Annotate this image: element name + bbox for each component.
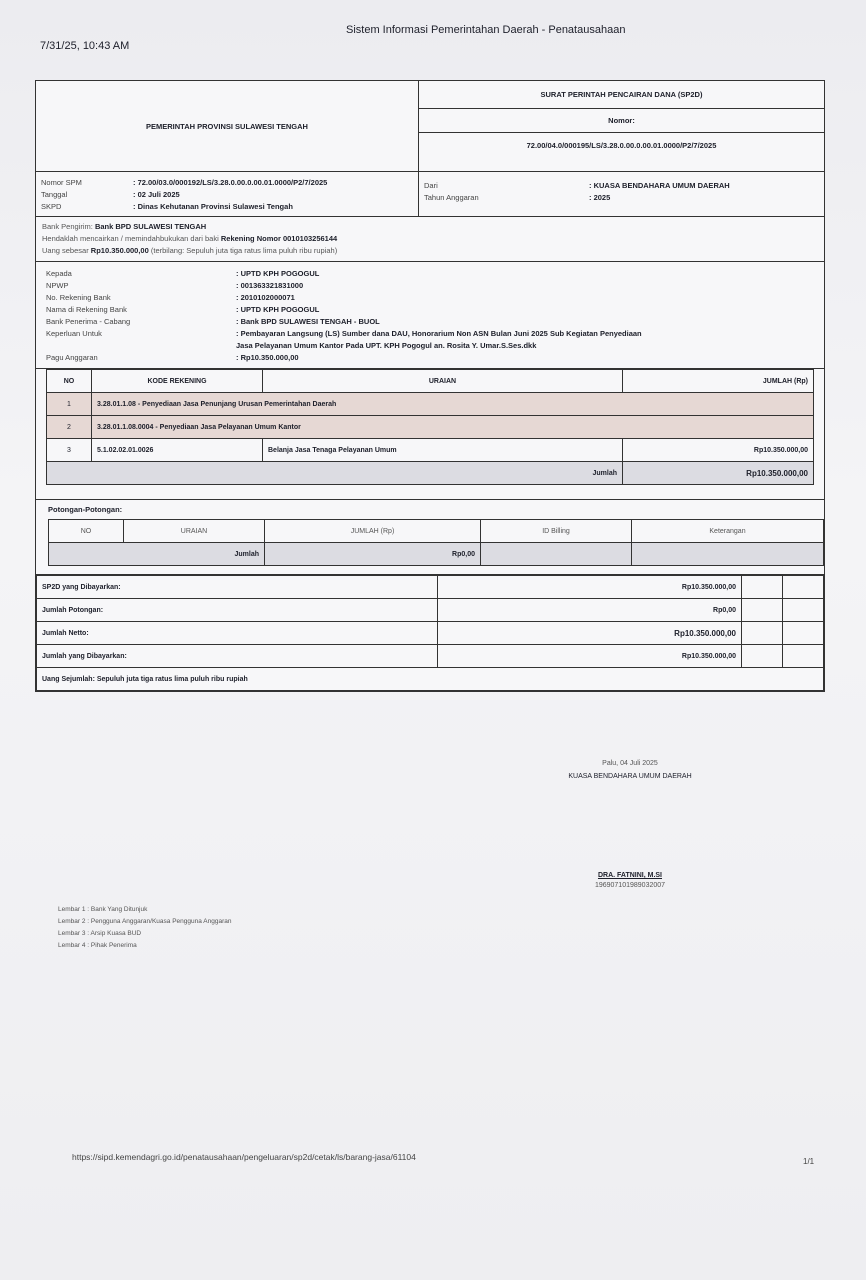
- uang-prefix: Uang sebesar: [42, 246, 89, 255]
- nomor-value: 72.00/04.0/000195/LS/3.28.0.00.0.00.01.0000/P2/7/2025: [526, 141, 717, 150]
- bank-pengirim-row: [36, 217, 824, 262]
- row-kode: 3.28.01.1.08 - Penyediaan Jasa Penunjang Urusan Pemerintahan Daerah: [92, 393, 814, 416]
- row-uraian: Belanja Jasa Tenaga Pelayanan Umum: [263, 439, 623, 462]
- print-datetime: 7/31/25, 10:43 AM: [40, 40, 130, 52]
- potongan-total-row: [49, 543, 824, 566]
- bank-pengirim-prefix: Bank Pengirim:: [42, 222, 93, 231]
- header-row: [36, 81, 824, 172]
- title-block: [419, 81, 824, 171]
- summary-label: SP2D yang Dibayarkan:: [37, 576, 438, 599]
- rekening-total-row: [47, 462, 814, 485]
- lembar-item: Lembar 4 : Pihak Penerima: [58, 942, 137, 949]
- potongan-total-value: Rp0,00: [265, 543, 481, 566]
- table-row: [47, 393, 814, 416]
- footer-url: https://sipd.kemendagri.go.id/penatausahaan/pengeluaran/sp2d/cetak/ls/barang-jasa/61104: [72, 1152, 416, 1162]
- norek-label: No. Rekening Bank: [46, 293, 111, 302]
- footer-page-number: 1/1: [803, 1157, 815, 1166]
- sign-place-date: Palu, 04 Juli 2025: [602, 760, 658, 767]
- rekening-table: [46, 369, 814, 485]
- tanggal-label: Tanggal: [41, 190, 68, 199]
- dari-label: Dari: [424, 181, 438, 190]
- potongan-header: [49, 520, 824, 543]
- summary-value: Rp10.350.000,00: [438, 576, 742, 599]
- keperluan-value-1: : Pembayaran Langsung (LS) Sumber dana DAU, Honorarium Non ASN Bulan Juni 2025 Sub Kegiatan Penyediaan: [236, 329, 642, 338]
- row-jumlah: Rp10.350.000,00: [623, 439, 814, 462]
- issuer-name: PEMERINTAH PROVINSI SULAWESI TENGAH: [36, 81, 419, 171]
- recipient-row: [36, 262, 824, 369]
- tahun-value: : 2025: [589, 193, 611, 202]
- tanggal-value: : 02 Juli 2025: [133, 190, 180, 199]
- norek-value: : 2010102000071: [236, 293, 295, 302]
- row-no: 2: [47, 416, 92, 439]
- rekening-total-value: Rp10.350.000,00: [623, 462, 814, 485]
- npwp-label: NPWP: [46, 281, 69, 290]
- summary-value: Rp10.350.000,00: [438, 622, 742, 645]
- rekening-table-wrap: [36, 369, 824, 500]
- rekening-label: Rekening Nomor 0010103256144: [220, 234, 338, 243]
- row-kode: 3.28.01.1.08.0004 - Penyediaan Jasa Pelayanan Umum Kantor: [92, 416, 814, 439]
- row-kode: 5.1.02.02.01.0026: [92, 439, 263, 462]
- potongan-table: [48, 519, 824, 566]
- rekening-total-label: Jumlah: [47, 462, 623, 485]
- table-row: [47, 416, 814, 439]
- pot-col-uraian: URAIAN: [124, 520, 265, 543]
- skpd-label: SKPD: [41, 202, 62, 211]
- sp2d-document: [35, 80, 825, 692]
- summary-row: [37, 645, 824, 668]
- nama-rek-value: : UPTD KPH POGOGUL: [236, 305, 320, 314]
- summary-row: [37, 599, 824, 622]
- print-header-title: Sistem Informasi Pemerintahan Daerah - Penatausahaan: [346, 24, 626, 36]
- pot-col-no: NO: [49, 520, 124, 543]
- row-no: 3: [47, 439, 92, 462]
- dari-value: : KUASA BENDAHARA UMUM DAERAH: [589, 181, 730, 190]
- document-title: SURAT PERINTAH PENCAIRAN DANA (SP2D): [419, 81, 824, 109]
- summary-label: Jumlah Potongan:: [37, 599, 438, 622]
- spm-info-row: [36, 172, 824, 217]
- keperluan-label: Keperluan Untuk: [46, 329, 102, 338]
- npwp-value: : 001363321831000: [236, 281, 304, 290]
- summary-value: Rp10.350.000,00: [438, 645, 742, 668]
- spm-info-right: [419, 172, 824, 216]
- bank-pengirim-block: [36, 217, 824, 261]
- row-no: 1: [47, 393, 92, 416]
- nama-rek-label: Nama di Rekening Bank: [46, 305, 127, 314]
- spm-label: Nomor SPM: [41, 178, 82, 187]
- sign-name: DRA. FATNINI, M.SI: [597, 872, 663, 879]
- sign-role: KUASA BENDAHARA UMUM DAERAH: [568, 773, 692, 780]
- summary-row: [37, 576, 824, 599]
- kepada-label: Kepada: [46, 269, 72, 278]
- kepada-value: : UPTD KPH POGOGUL: [236, 269, 320, 278]
- summary-row: [37, 622, 824, 645]
- lembar-item: Lembar 1 : Bank Yang Ditunjuk: [58, 906, 148, 913]
- spm-info-left: [36, 172, 419, 216]
- spm-value: : 72.00/03.0/000192/LS/3.28.0.00.0.00.01.0000/P2/7/2025: [133, 178, 328, 187]
- bank-pengirim-value: Bank BPD SULAWESI TENGAH: [94, 222, 207, 231]
- nomor-label: Nomor:: [419, 109, 824, 133]
- terbilang-row: [37, 668, 824, 691]
- pot-col-jumlah: JUMLAH (Rp): [265, 520, 481, 543]
- col-no: NO: [47, 370, 92, 393]
- potongan-total-label: Jumlah: [49, 543, 265, 566]
- summary-label: Jumlah Netto:: [37, 622, 438, 645]
- col-uraian: URAIAN: [263, 370, 623, 393]
- hendaklah-text: Hendaklah mencairkan / memindahbukukan dari baki: [42, 234, 219, 243]
- bank-penerima-value: : Bank BPD SULAWESI TENGAH - BUOL: [236, 317, 380, 326]
- keperluan-value-2: Jasa Pelayanan Umum Kantor Pada UPT. KPH Pogogul an. Rosita Y. Umar.S.Ses.dkk: [236, 341, 537, 350]
- potongan-title: Potongan-Potongan:: [48, 505, 123, 514]
- pagu-label: Pagu Anggaran: [46, 353, 98, 362]
- pot-col-idbilling: ID Billing: [481, 520, 632, 543]
- sign-nip: 196907101989032007: [594, 882, 666, 889]
- col-kode-rekening: KODE REKENING: [92, 370, 263, 393]
- bank-penerima-label: Bank Penerima - Cabang: [46, 317, 131, 326]
- skpd-value: : Dinas Kehutanan Provinsi Sulawesi Tengah: [133, 202, 293, 211]
- table-row: [47, 439, 814, 462]
- lembar-item: Lembar 2 : Pengguna Anggaran/Kuasa Pengguna Anggaran: [58, 918, 232, 925]
- summary-label: Jumlah yang Dibayarkan:: [37, 645, 438, 668]
- uang-terbilang: (terbilang: Sepuluh juta tiga ratus lima puluh ribu rupiah): [150, 246, 338, 255]
- lembar-item: Lembar 3 : Arsip Kuasa BUD: [58, 930, 142, 937]
- uang-amount: Rp10.350.000,00: [90, 246, 149, 255]
- signature-block: [540, 760, 720, 889]
- tahun-label: Tahun Anggaran: [424, 193, 479, 202]
- potongan-section: [36, 500, 824, 575]
- col-jumlah: JUMLAH (Rp): [623, 370, 814, 393]
- summary-value: Rp0,00: [438, 599, 742, 622]
- summary-table: [36, 575, 824, 691]
- recipient-block: [36, 262, 824, 368]
- terbilang-text: Uang Sejumlah: Sepuluh juta tiga ratus lima puluh ribu rupiah: [37, 668, 824, 691]
- pot-col-keterangan: Keterangan: [632, 520, 824, 543]
- lembar-list: [58, 904, 231, 952]
- rekening-table-header: [47, 370, 814, 393]
- pagu-value: : Rp10.350.000,00: [236, 353, 299, 362]
